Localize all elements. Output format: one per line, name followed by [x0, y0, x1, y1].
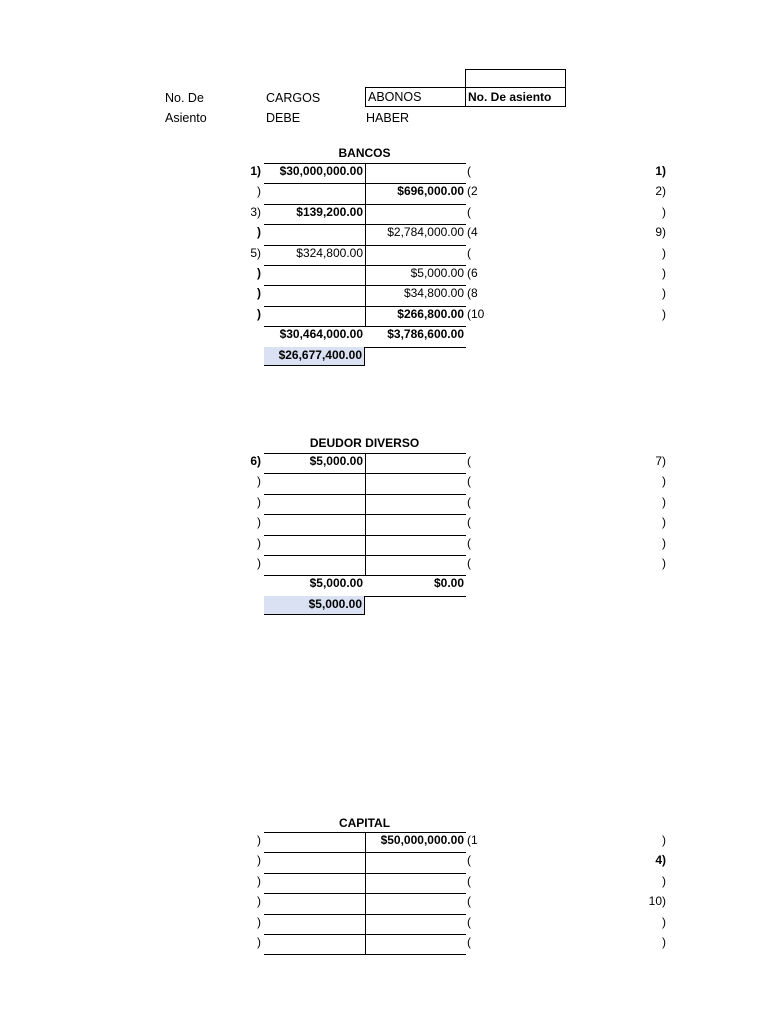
deudor-row-haber	[365, 555, 466, 574]
header-no-de-asiento-label: No. De asiento	[468, 90, 552, 104]
deudor-row-ref-left: )	[257, 474, 261, 489]
capital-row-ref-mid: (	[467, 935, 471, 949]
bancos-row-ref-left: )	[257, 306, 261, 321]
capital-row-haber	[365, 852, 466, 871]
deudor-row-ref-right: 7)	[655, 454, 666, 468]
bancos-row-ref-left: 5)	[250, 245, 261, 260]
header-asiento: Asiento	[165, 111, 207, 125]
capital-row-line	[264, 954, 466, 955]
capital-row-haber	[365, 934, 466, 953]
bancos-row-debe: $139,200.00	[296, 204, 363, 219]
bancos-row-ref-mid: (	[467, 204, 471, 219]
deudor-row-ref-left: )	[257, 494, 261, 509]
deudor-row-debe	[264, 473, 365, 492]
bancos-row-debe: $324,800.00	[296, 245, 363, 260]
capital-row-ref-right: 10)	[648, 894, 666, 909]
header-cargos: CARGOS	[266, 91, 321, 105]
capital-row-debe	[264, 832, 365, 851]
capital-row-ref-left: )	[257, 873, 261, 888]
header-debe: DEBE	[266, 111, 301, 125]
capital-row-haber: $50,000,000.00	[380, 833, 464, 847]
header-empty-cell	[465, 69, 566, 88]
deudor-total-haber: $0.00	[433, 576, 464, 591]
capital-row-haber	[365, 914, 466, 933]
header-abonos	[365, 87, 466, 107]
capital-row-ref-right: 4)	[655, 853, 666, 868]
bancos-row-haber	[365, 204, 466, 223]
deudor-row-haber	[365, 494, 466, 513]
header-abonos-label: ABONOS	[368, 90, 422, 104]
deudor-row-haber	[365, 473, 466, 492]
deudor-row-ref-left: )	[257, 535, 261, 550]
header-no-de-asiento	[465, 87, 566, 107]
bancos-row-ref-left: )	[257, 286, 261, 301]
deudor-row-ref-left: )	[257, 556, 261, 570]
deudor-row-haber	[365, 514, 466, 533]
capital-row-ref-right: )	[662, 873, 666, 888]
deudor-row-ref-mid: (	[467, 515, 471, 530]
bancos-row-ref-right: 9)	[655, 225, 666, 240]
capital-row-ref-left: )	[257, 914, 261, 929]
header-haber: HABER	[366, 111, 410, 125]
bancos-total-haber: $3,786,600.00	[387, 327, 464, 342]
bancos-row-debe	[264, 183, 365, 202]
capital-row-debe	[264, 893, 365, 912]
bancos-title: BANCOS	[338, 146, 391, 160]
capital-row-debe	[264, 914, 365, 933]
deudor-saldo: $5,000.00	[264, 596, 365, 615]
deudor-row-debe	[264, 555, 365, 574]
capital-row-ref-mid: (1	[467, 833, 478, 847]
bancos-row-ref-mid: (4	[467, 225, 478, 240]
capital-row-ref-left: )	[257, 935, 261, 949]
capital-row-haber	[365, 873, 466, 892]
deudor-row-ref-right: )	[662, 494, 666, 509]
deudor-row-ref-mid: (	[467, 556, 471, 570]
deudor-row-debe: $5,000.00	[309, 454, 363, 468]
bancos-row-ref-mid: (8	[467, 286, 478, 301]
deudor-row-ref-mid: (	[467, 494, 471, 509]
deudor-row-ref-mid: (	[467, 474, 471, 489]
capital-row-ref-right: )	[662, 914, 666, 929]
bancos-row-ref-left: 1)	[250, 164, 261, 178]
deudor-row-debe	[264, 535, 365, 554]
bancos-row-haber: $5,000.00	[410, 266, 464, 280]
capital-row-haber	[365, 893, 466, 912]
bancos-row-ref-left: )	[257, 225, 261, 240]
deudor-title: DEUDOR DIVERSO	[309, 436, 420, 450]
bancos-row-ref-mid: (10	[467, 306, 485, 321]
bancos-row-haber: $266,800.00	[397, 306, 464, 321]
deudor-row-ref-right: )	[662, 556, 666, 570]
bancos-row-debe	[264, 265, 365, 284]
bancos-row-ref-mid: (	[467, 245, 471, 260]
deudor-row-haber	[365, 535, 466, 554]
bancos-row-ref-left: 3)	[250, 204, 261, 219]
bancos-row-debe	[264, 306, 365, 325]
bancos-row-haber: $2,784,000.00	[387, 225, 464, 240]
capital-row-ref-left: )	[257, 853, 261, 868]
bancos-row-ref-right: )	[662, 266, 666, 280]
deudor-total-debe: $5,000.00	[309, 576, 363, 591]
bancos-row-debe: $30,000,000.00	[279, 164, 363, 178]
deudor-row-ref-right: )	[662, 515, 666, 530]
capital-row-ref-mid: (	[467, 873, 471, 888]
capital-row-ref-mid: (	[467, 914, 471, 929]
bancos-row-ref-right: )	[662, 204, 666, 219]
bancos-row-ref-right: 2)	[655, 184, 666, 199]
deudor-row-ref-mid: (	[467, 454, 471, 468]
bancos-row-debe	[264, 224, 365, 243]
bancos-row-ref-left: )	[257, 266, 261, 280]
bancos-row-haber: $696,000.00	[397, 184, 464, 199]
capital-row-ref-mid: (	[467, 853, 471, 868]
capital-row-debe	[264, 873, 365, 892]
bancos-row-ref-right: )	[662, 306, 666, 321]
deudor-row-ref-right: )	[662, 474, 666, 489]
bancos-row-ref-mid: (	[467, 164, 471, 178]
bancos-saldo: $26,677,400.00	[264, 347, 365, 366]
deudor-row-ref-left: )	[257, 515, 261, 530]
capital-row-ref-left: )	[257, 894, 261, 909]
header-no-de: No. De	[165, 91, 204, 105]
bancos-row-ref-mid: (6	[467, 266, 478, 280]
bancos-row-debe	[264, 285, 365, 304]
deudor-row-ref-mid: (	[467, 535, 471, 550]
bancos-row-haber	[365, 245, 466, 264]
bancos-row-ref-right: )	[662, 286, 666, 301]
capital-row-ref-right: )	[662, 935, 666, 949]
bancos-row-ref-mid: (2	[467, 184, 478, 199]
capital-row-debe	[264, 934, 365, 953]
capital-row-ref-mid: (	[467, 894, 471, 909]
capital-title: CAPITAL	[338, 816, 391, 830]
capital-row-debe	[264, 852, 365, 871]
deudor-row-ref-left: 6)	[250, 454, 261, 468]
bancos-row-haber: $34,800.00	[403, 286, 464, 301]
bancos-row-haber	[365, 163, 466, 182]
bancos-row-ref-left: )	[257, 184, 261, 199]
bancos-row-ref-right: 1)	[655, 164, 666, 178]
deudor-row-haber	[365, 453, 466, 472]
deudor-row-debe	[264, 494, 365, 513]
deudor-row-ref-right: )	[662, 535, 666, 550]
bancos-total-debe: $30,464,000.00	[279, 327, 363, 342]
capital-row-ref-left: )	[257, 833, 261, 847]
capital-row-ref-right: )	[662, 833, 666, 847]
bancos-row-ref-right: )	[662, 245, 666, 260]
deudor-row-debe	[264, 514, 365, 533]
